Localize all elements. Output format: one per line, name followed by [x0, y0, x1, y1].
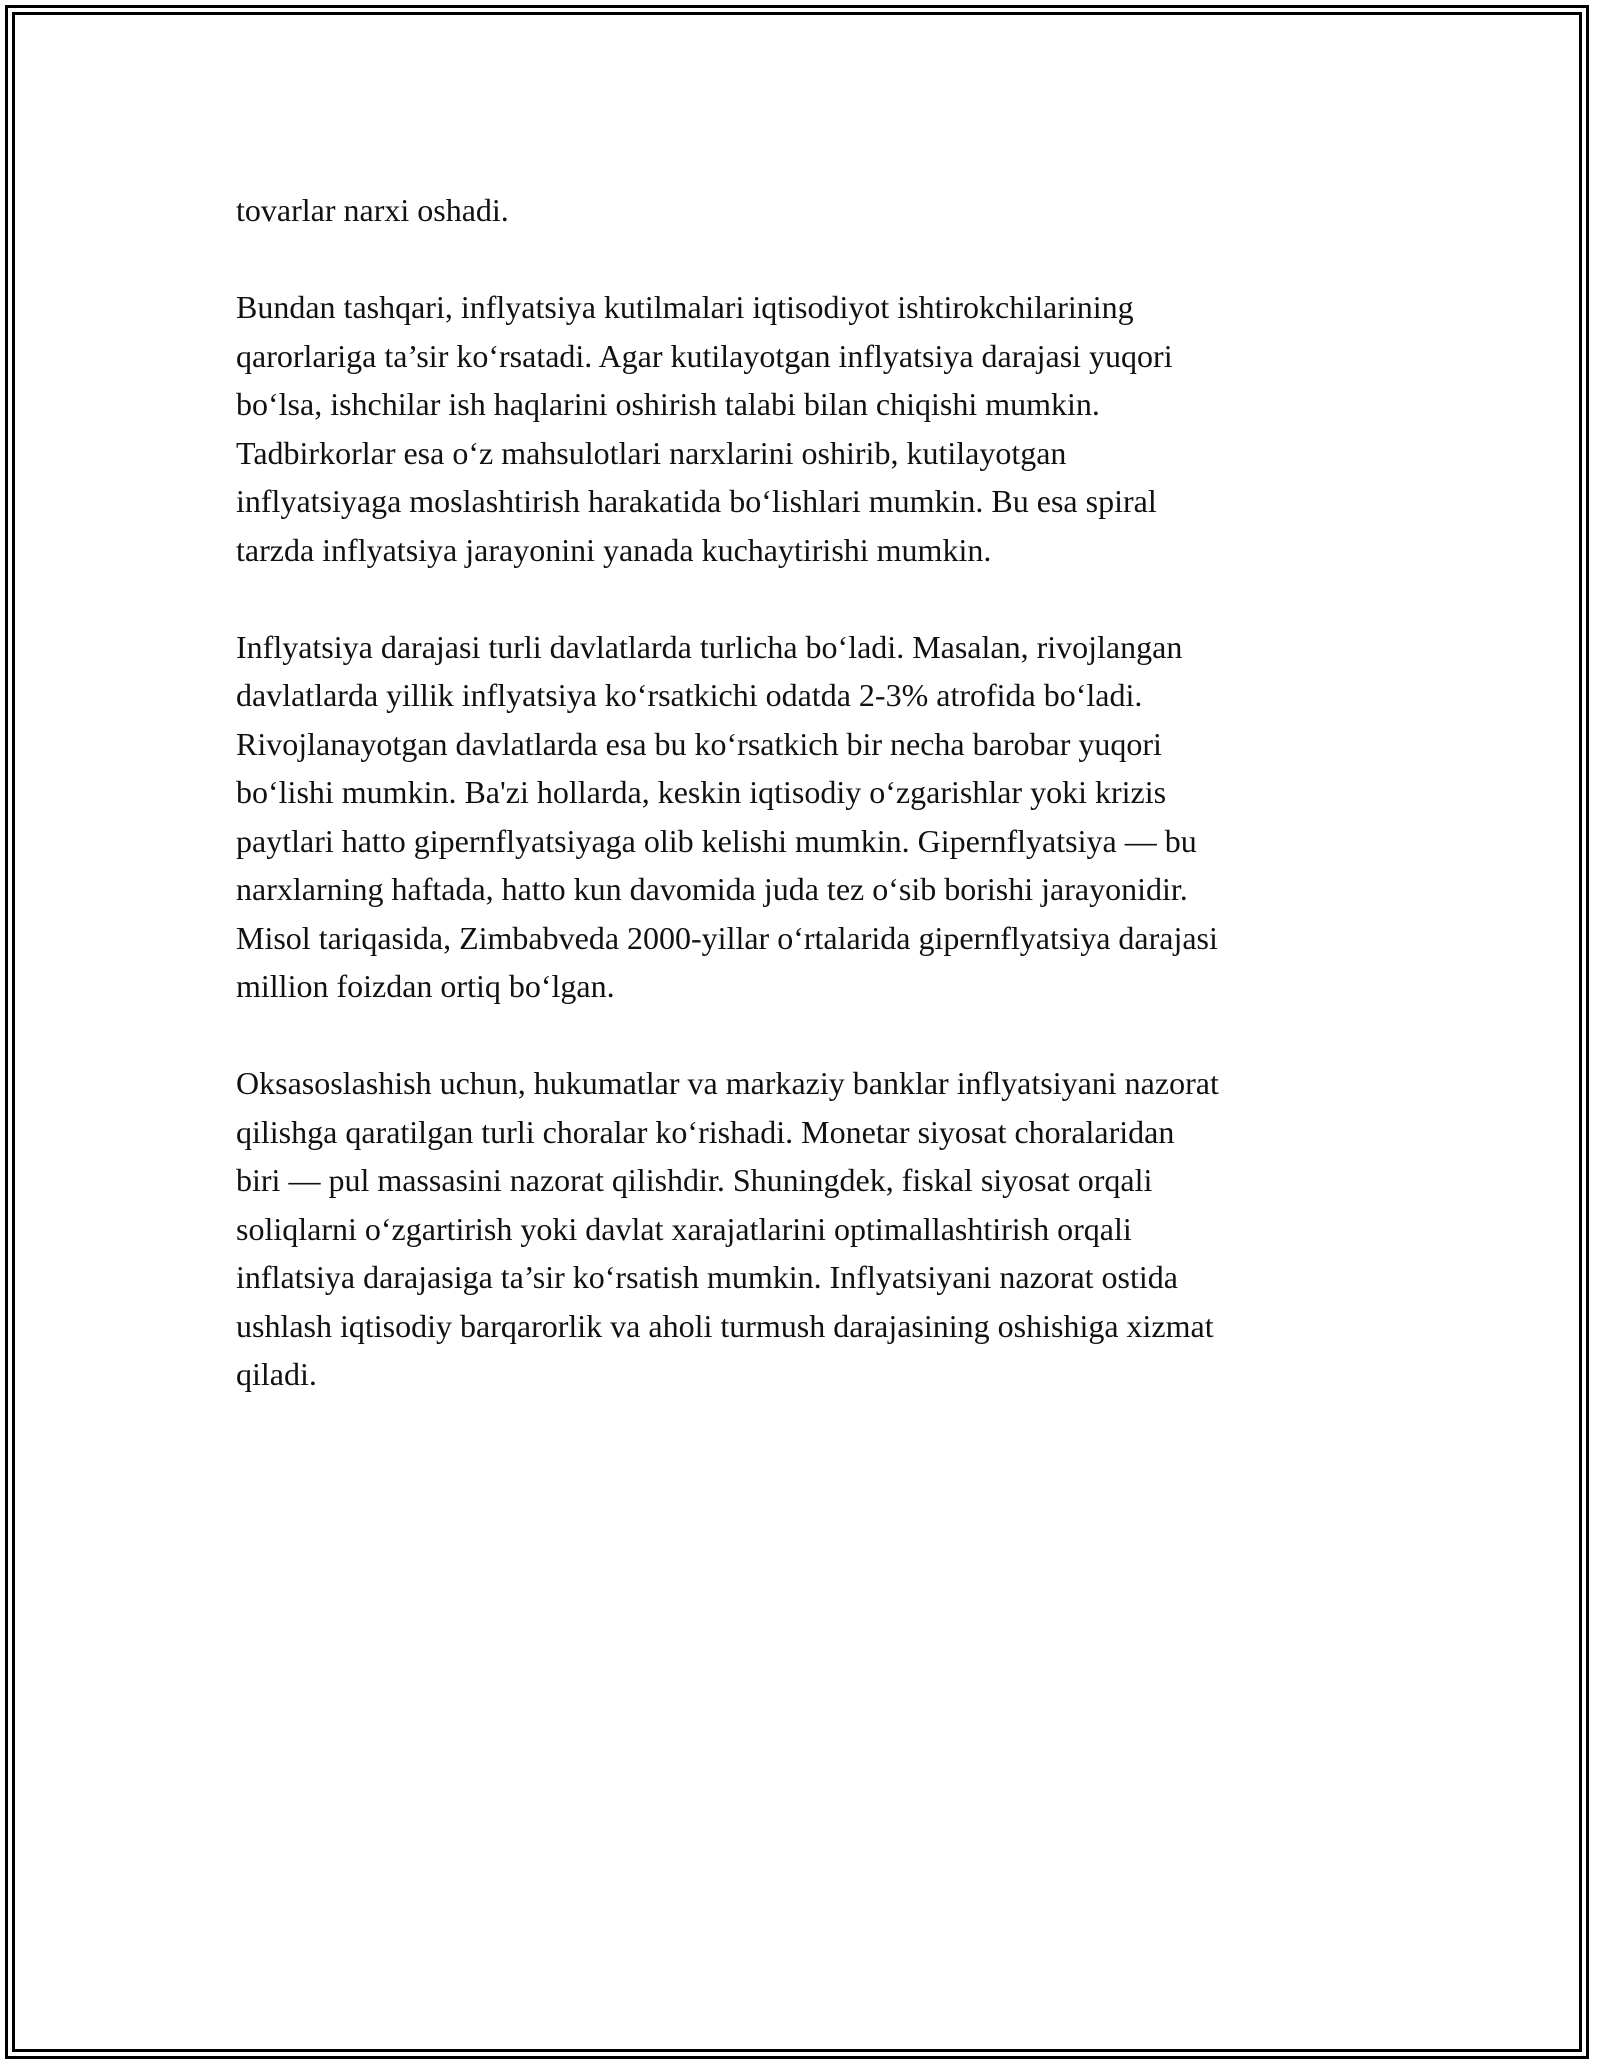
text-line: bo‘lishi mumkin. Ba'zi hollarda, keskin iqtisodiy o‘zgarishlar yoki krizis — [236, 774, 1167, 810]
text-line: inflatsiya darajasiga ta’sir ko‘rsatish mumkin. Inflyatsiyani nazorat ostida — [236, 1259, 1178, 1295]
text-line: Oksasoslashish uchun, hukumatlar va markaziy banklar inflyatsiyani nazorat — [236, 1065, 1219, 1101]
text-line: Bundan tashqari, inflyatsiya kutilmalari iqtisodiyot ishtirokchilarining — [236, 289, 1134, 325]
text-line: soliqlarni o‘zgartirish yoki davlat xarajatlarini optimallashtirish orqali — [236, 1210, 1132, 1247]
document-body — [236, 186, 1376, 1447]
text-line: million foizdan ortiq bo‘lgan. — [236, 968, 615, 1004]
text-line: narxlarning haftada, hatto kun davomida juda tez o‘sib borishi jarayonidir. — [236, 871, 1188, 907]
text-line: inflyatsiyaga moslashtirish harakatida bo‘lishlari mumkin. Bu esa spiral — [236, 483, 1157, 519]
paragraph-1 — [236, 186, 1376, 235]
text-line: qiladi. — [236, 1356, 317, 1392]
text-line: paytlari hatto gipernflyatsiyaga olib kelishi mumkin. Gipernflyatsiya — bu — [236, 822, 1197, 859]
paragraph-4 — [236, 1059, 1376, 1399]
text-line: Inflyatsiya darajasi turli davlatlarda turlicha bo‘ladi. Masalan, rivojlangan — [236, 628, 1183, 665]
paragraph-2 — [236, 283, 1376, 574]
text-line: tovarlar narxi oshadi. — [236, 192, 509, 228]
text-line: Tadbirkorlar esa o‘z mahsulotlari narxlarini oshirib, kutilayotgan — [236, 434, 1067, 471]
text-line: Misol tariqasida, Zimbabveda 2000-yillar o‘rtalarida gipernflyatsiya darajasi — [236, 919, 1218, 956]
text-line: tarzda inflyatsiya jarayonini yanada kuchaytirishi mumkin. — [236, 531, 992, 568]
text-line: Rivojlanayotgan davlatlarda esa bu ko‘rsatkich bir necha barobar yuqori — [236, 725, 1162, 762]
text-line: bo‘lsa, ishchilar ish haqlarini oshirish talabi bilan chiqishi mumkin. — [236, 386, 1100, 422]
text-line: qarorlariga ta’sir ko‘rsatadi. Agar kutilayotgan inflyatsiya darajasi yuqori — [236, 337, 1173, 374]
paragraph-3 — [236, 623, 1376, 1011]
text-line: ushlash iqtisodiy barqarorlik va aholi turmush darajasining oshishiga xizmat — [236, 1307, 1214, 1344]
text-line: biri — pul massasini nazorat qilishdir. Shuningdek, fiskal siyosat orqali — [236, 1162, 1153, 1198]
text-line: davlatlarda yillik inflyatsiya ko‘rsatkichi odatda 2-3% atrofida bo‘ladi. — [236, 677, 1143, 713]
text-line: qilishga qaratilgan turli choralar ko‘rishadi. Monetar siyosat choralaridan — [236, 1113, 1175, 1150]
